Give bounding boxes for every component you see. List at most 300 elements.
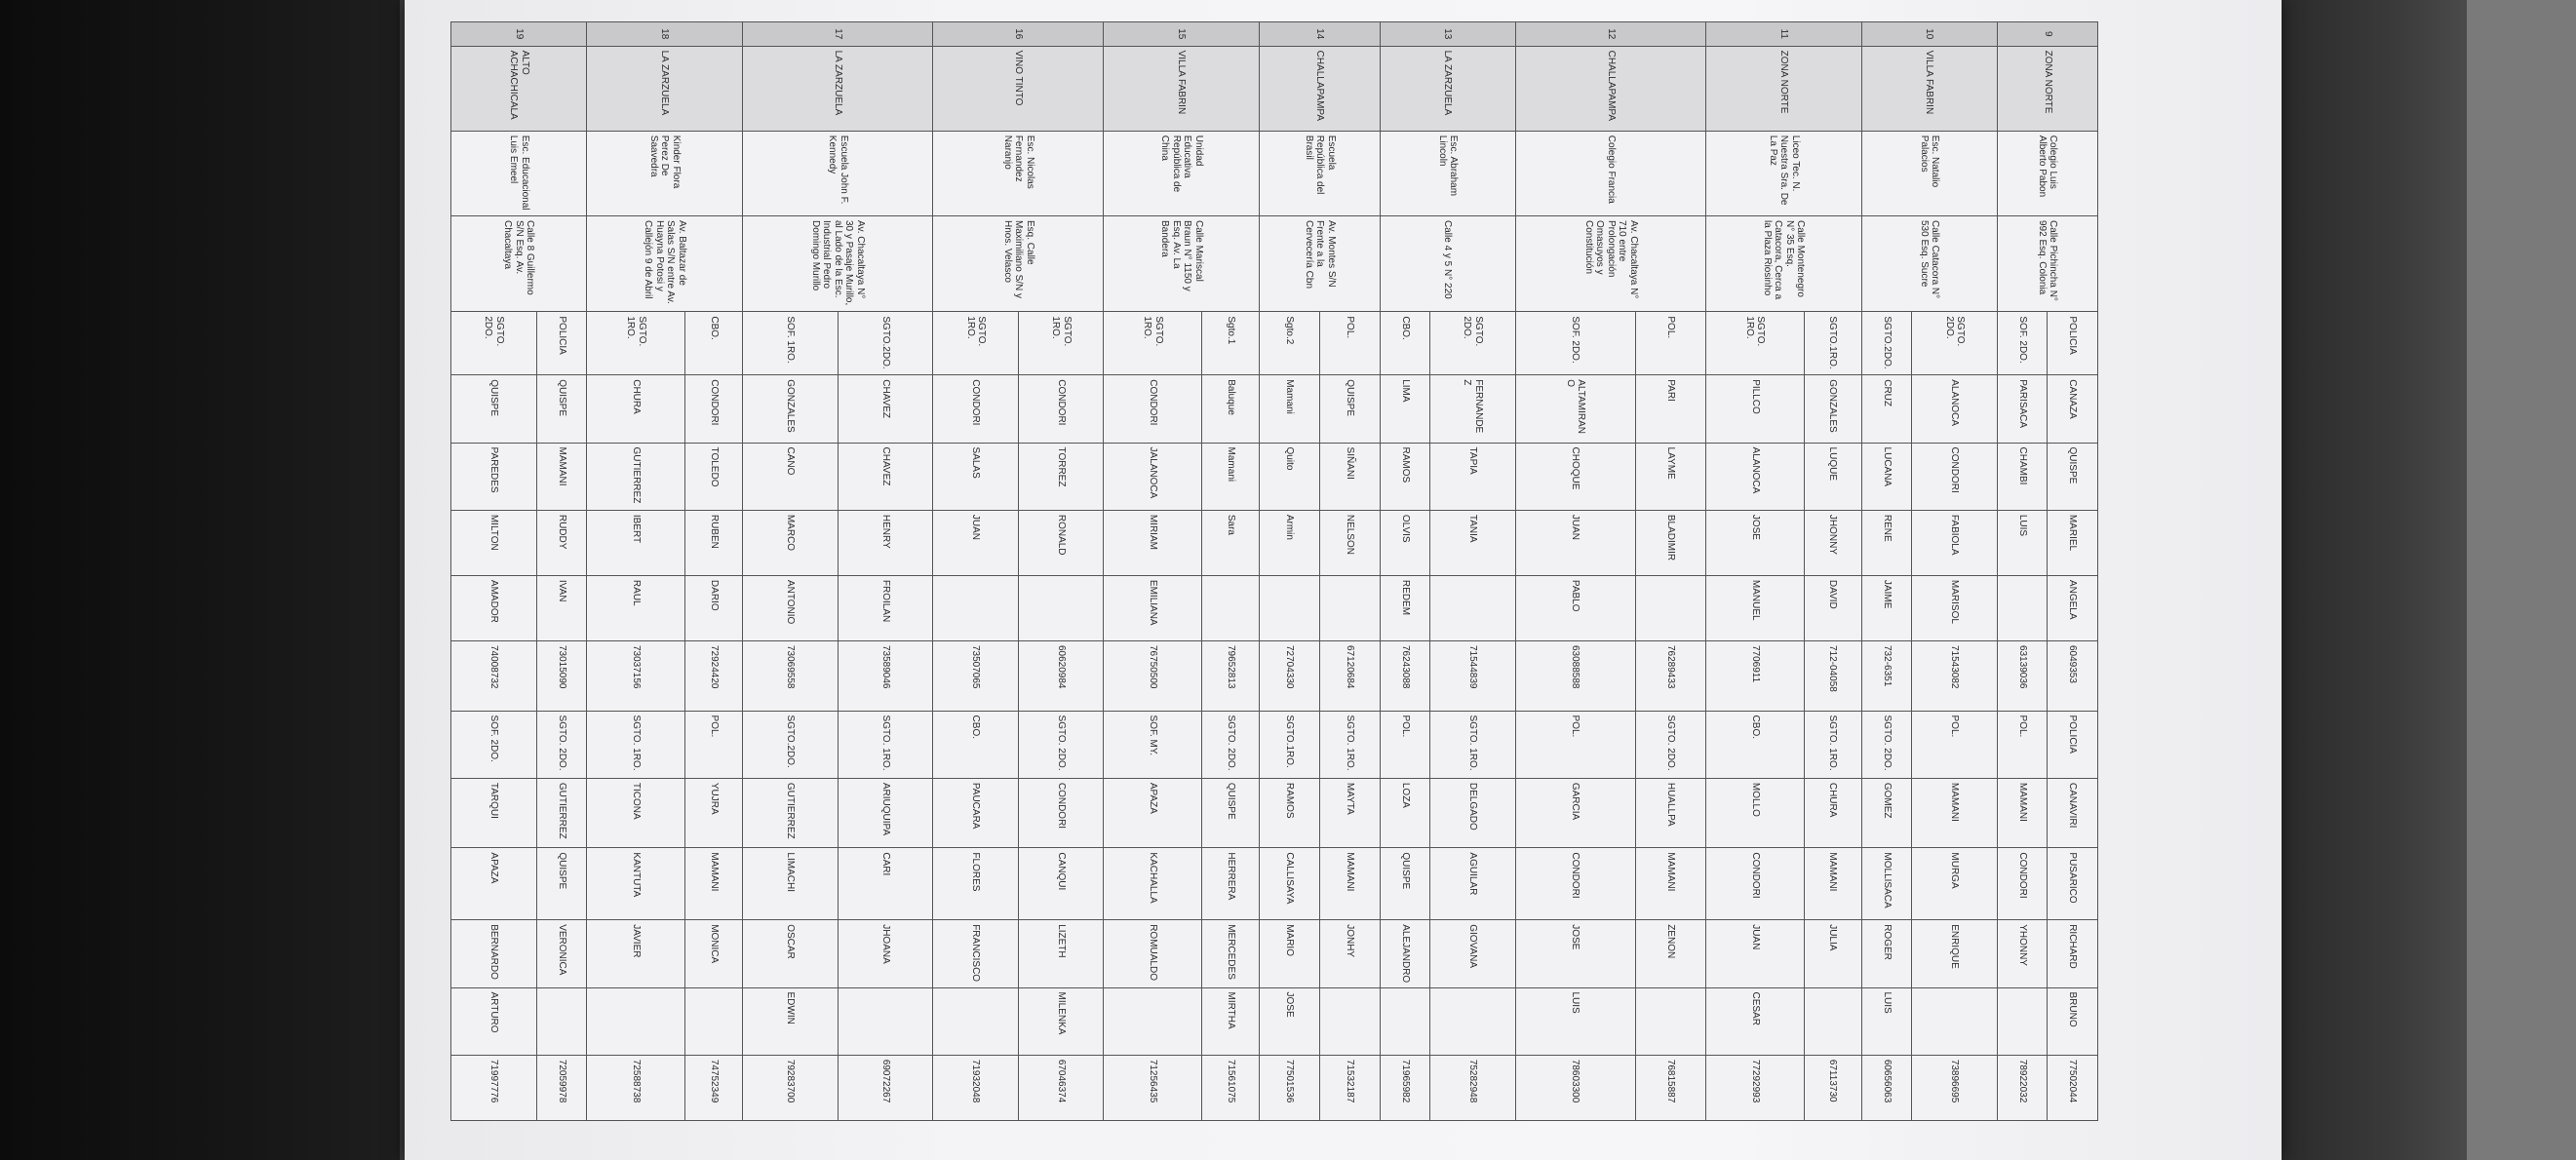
name1-cell: BLADIMIR [1635, 510, 1705, 575]
name3-cell: ENRIQUE [1912, 920, 1998, 987]
surname3-cell: GUTIERREZ [536, 778, 587, 848]
zone-cell: ZONA NORTE [1997, 46, 2097, 131]
grade-cell: POL. [1635, 312, 1705, 375]
surname3-cell: MAYTA [1319, 778, 1380, 848]
name1-cell: MIRIAM [1104, 510, 1201, 575]
name2-cell [1018, 575, 1104, 640]
name3-cell: VERONICA [536, 920, 587, 987]
row-number: 12 [1515, 22, 1705, 47]
surname4-cell: MURGA [1912, 848, 1998, 920]
surname3-cell: QUISPE [1201, 778, 1259, 848]
surname2-cell: MAMANI [536, 443, 587, 510]
school-cell: Unidad Educativa República de China [1104, 131, 1260, 215]
school-cell: Esc. Nicolas Fernandez Naranjo [933, 131, 1104, 215]
phone-cell: 77501536 [1260, 1055, 1320, 1120]
phone-cell: 73896695 [1912, 1055, 1998, 1120]
name2-cell: JAIME [1861, 575, 1912, 640]
phone-cell: 77502044 [2048, 1055, 2098, 1120]
name1-cell: OLVIS [1380, 510, 1430, 575]
grade-cell: SGTO. 1RO. [1018, 312, 1104, 375]
table-row [536, 22, 587, 1121]
zone-cell: VINO TINTO [933, 46, 1104, 131]
zone-cell: LA ZARZUELA [587, 46, 743, 131]
ci-cell: 73507065 [933, 641, 1019, 712]
surname3-cell: YUJRA [684, 778, 742, 848]
row-number: 9 [1997, 22, 2097, 47]
grade-cell: SGTO. 1RO. [587, 312, 684, 375]
surname3-cell: GUTIERREZ [742, 778, 838, 848]
name1-cell: MARCO [742, 510, 838, 575]
name2-cell [1260, 575, 1320, 640]
surname3-cell: DELGADO [1430, 778, 1516, 848]
name2-cell: ANGELA [2048, 575, 2098, 640]
surname3-cell: GOMEZ [1861, 778, 1912, 848]
name4-cell: BRUNO [2048, 987, 2098, 1055]
grade2-cell: SGTO. 1RO. [587, 711, 684, 778]
table-row [1912, 22, 1998, 1121]
grade2-cell: SGTO. 2DO. [1635, 711, 1705, 778]
address-cell: Calle Catacora N° 530 Esq. Sucre [1861, 216, 1997, 312]
surname1-cell: CHURA [587, 375, 684, 443]
ci-cell: 6049353 [2048, 641, 2098, 712]
grade-cell: SGTO. 2DO. [451, 312, 537, 375]
phone-cell: 78603300 [1515, 1055, 1635, 1120]
grade2-cell: SGTO.1RO. [1260, 711, 1320, 778]
zone-cell: VILLA FABRIN [1104, 46, 1260, 131]
surname4-cell: MAMANI [1635, 848, 1705, 920]
name2-cell [933, 575, 1019, 640]
school-cell: Escuela República del Brasil [1260, 131, 1381, 215]
zone-cell: LA ZARZUELA [742, 46, 932, 131]
surname2-cell: RAMOS [1380, 443, 1430, 510]
surname1-cell: QUISPE [1319, 375, 1380, 443]
surname1-cell: QUISPE [451, 375, 537, 443]
surname4-cell: KANTUTA [587, 848, 684, 920]
address-cell: Av. Chacaltaya N° 710 entre Prolongación Omasuyos y Constitución [1515, 216, 1705, 312]
table-row [684, 22, 742, 1121]
surname2-cell: CANO [742, 443, 838, 510]
name4-cell [587, 987, 684, 1055]
grade-cell: SGTO.1RO. [1804, 312, 1861, 375]
surname4-cell: KACHALLA [1104, 848, 1201, 920]
name1-cell: RENE [1861, 510, 1912, 575]
surname2-cell: TORREZ [1018, 443, 1104, 510]
grade-cell: SGTO. 1RO. [1706, 312, 1804, 375]
zone-cell: ALTO ACHACHICALA [451, 46, 587, 131]
ci-cell: 76289433 [1635, 641, 1705, 712]
name3-cell: GIOVANA [1430, 920, 1516, 987]
name4-cell [684, 987, 742, 1055]
grade2-cell: SGTO. 1RO. [1804, 711, 1861, 778]
grade-cell: SOF. 2DO. [1515, 312, 1635, 375]
name1-cell: LUIS [1997, 510, 2048, 575]
name4-cell [1104, 987, 1201, 1055]
grade-cell: SGTO. 2DO. [1912, 312, 1998, 375]
name3-cell: ROMUALDO [1104, 920, 1201, 987]
surname1-cell: CHAVEZ [838, 375, 933, 443]
name3-cell: FRANCISCO [933, 920, 1019, 987]
name2-cell: RAUL [587, 575, 684, 640]
name3-cell: YHONNY [1997, 920, 2048, 987]
surname1-cell: PARISACA [1997, 375, 2048, 443]
surname1-cell: PILLCO [1706, 375, 1804, 443]
name1-cell: NELSON [1319, 510, 1380, 575]
ci-cell: 76750500 [1104, 641, 1201, 712]
zone-cell: ZONA NORTE [1706, 46, 1862, 131]
surname3-cell: TARQUI [451, 778, 537, 848]
ci-cell: 73069558 [742, 641, 838, 712]
address-cell: Calle Montenegro N° 35 Esq. Catacora, Cerca a la Plaza Riosinho [1706, 216, 1862, 312]
name1-cell: MILTON [451, 510, 537, 575]
phone-cell: 75282948 [1430, 1055, 1516, 1120]
surname4-cell: CALLISAYA [1260, 848, 1320, 920]
surname2-cell: LAYME [1635, 443, 1705, 510]
name1-cell: MARIEL [2048, 510, 2098, 575]
address-cell: Calle Mariscal Braun N° 1150 y Esq. Av. La Bandera [1104, 216, 1260, 312]
name1-cell: IBERT [587, 510, 684, 575]
surname2-cell: Mamani [1201, 443, 1259, 510]
zone-cell: CHALLAPAMPA [1260, 46, 1381, 131]
name4-cell: MIRTHA [1201, 987, 1259, 1055]
ci-cell: 79652813 [1201, 641, 1259, 712]
surname3-cell: HUALLPA [1635, 778, 1705, 848]
grade2-cell: SGTO. 1RO. [1430, 711, 1516, 778]
surname1-cell: Mamani [1260, 375, 1320, 443]
surname3-cell: MAMANI [1997, 778, 2048, 848]
surname2-cell: CONDORI [1912, 443, 1998, 510]
row-number: 13 [1380, 22, 1515, 47]
school-cell: Colegio Luis Alberto Pabon [1997, 131, 2097, 215]
name4-cell [1380, 987, 1430, 1055]
surname4-cell: MAMANI [1804, 848, 1861, 920]
name1-cell: Sara [1201, 510, 1259, 575]
surname2-cell: PAREDES [451, 443, 537, 510]
name3-cell: MONICA [684, 920, 742, 987]
phone-cell: 71997776 [451, 1055, 537, 1120]
surname3-cell: RAMOS [1260, 778, 1320, 848]
phone-cell: 69072267 [838, 1055, 933, 1120]
zone-cell: VILLA FABRIN [1861, 46, 1997, 131]
surname2-cell: TAPIA [1430, 443, 1516, 510]
surname1-cell: CONDORI [1104, 375, 1201, 443]
phone-cell: 71932048 [933, 1055, 1019, 1120]
ci-cell: 63139036 [1997, 641, 2048, 712]
surname3-cell: ARIUQUIPA [838, 778, 933, 848]
school-cell: Esc. Natalio Palacios [1861, 131, 1997, 215]
grade2-cell: POL. [1380, 711, 1430, 778]
background-right [2272, 0, 2576, 1160]
name1-cell: JUAN [1515, 510, 1635, 575]
grade-cell: SGTO. 1RO. [1104, 312, 1201, 375]
surname1-cell: PARI [1635, 375, 1705, 443]
name2-cell: MANUEL [1706, 575, 1804, 640]
row-number: 18 [587, 22, 743, 47]
name4-cell [933, 987, 1019, 1055]
ci-cell: 732-6351 [1861, 641, 1912, 712]
name2-cell: REDEM [1380, 575, 1430, 640]
name4-cell: LUIS [1861, 987, 1912, 1055]
surname4-cell: HERRERA [1201, 848, 1259, 920]
name2-cell: DARIO [684, 575, 742, 640]
surname3-cell: TICONA [587, 778, 684, 848]
surname2-cell: CHOQUE [1515, 443, 1635, 510]
surname4-cell: CONDORI [1515, 848, 1635, 920]
surname1-cell: LIMA [1380, 375, 1430, 443]
name3-cell: JUAN [1706, 920, 1804, 987]
phone-cell: 71561075 [1201, 1055, 1259, 1120]
name4-cell [536, 987, 587, 1055]
row-number: 17 [742, 22, 932, 47]
grade2-cell: SGTO. 2DO. [1861, 711, 1912, 778]
name3-cell: JAVIER [587, 920, 684, 987]
table-row [1018, 22, 1104, 1121]
grade-cell: Sgto.2 [1260, 312, 1320, 375]
personnel-table [450, 21, 2098, 1121]
name3-cell: BERNARDO [451, 920, 537, 987]
name2-cell [1201, 575, 1259, 640]
table-row [1635, 22, 1705, 1121]
surname1-cell: CONDORI [933, 375, 1019, 443]
surname1-cell: FERNANDEZ [1430, 375, 1516, 443]
phone-cell: 76815887 [1635, 1055, 1705, 1120]
surname4-cell: FLORES [933, 848, 1019, 920]
surname4-cell: MAMANI [1319, 848, 1380, 920]
surname3-cell: GARCIA [1515, 778, 1635, 848]
name4-cell [1997, 987, 2048, 1055]
table-row [838, 22, 933, 1121]
phone-cell: 72059978 [536, 1055, 587, 1120]
surname4-cell: CARI [838, 848, 933, 920]
grade2-cell: POL. [1997, 711, 2048, 778]
ci-cell: 7706911 [1706, 641, 1804, 712]
grade2-cell: POLICIA [2048, 711, 2098, 778]
surname1-cell: GONZALES [742, 375, 838, 443]
school-cell: Liceo Tec. N. Nuestra Sra. De La Paz [1706, 131, 1862, 215]
row-number: 11 [1706, 22, 1862, 47]
grade2-cell: POL. [1912, 711, 1998, 778]
surname4-cell: CONDORI [1706, 848, 1804, 920]
surname4-cell: MOLLISACA [1861, 848, 1912, 920]
name2-cell: ANTONIO [742, 575, 838, 640]
grade-cell: SGTO. 1RO. [933, 312, 1019, 375]
address-cell: Calle 4 y 5 N° 220 [1380, 216, 1515, 312]
ci-cell: 73037156 [587, 641, 684, 712]
grade2-cell: SGTO. 1RO. [1319, 711, 1380, 778]
name3-cell: JULIA [1804, 920, 1861, 987]
ci-cell: 73589046 [838, 641, 933, 712]
name1-cell: JOSE [1706, 510, 1804, 575]
name2-cell: DAVID [1804, 575, 1861, 640]
grade2-cell: SOF. 2DO. [451, 711, 537, 778]
surname2-cell: SIÑANI [1319, 443, 1380, 510]
table-row [1319, 22, 1380, 1121]
surname4-cell: MAMANI [684, 848, 742, 920]
address-cell: Calle 8 Guillermo S/N Esq. Av. Chacaltaya [451, 216, 587, 312]
name4-cell: LUIS [1515, 987, 1635, 1055]
name4-cell [1430, 987, 1516, 1055]
zone-cell: LA ZARZUELA [1380, 46, 1515, 131]
name3-cell: OSCAR [742, 920, 838, 987]
ci-cell: 712-04058 [1804, 641, 1861, 712]
surname1-cell: CONDORI [1018, 375, 1104, 443]
table-row [1804, 22, 1861, 1121]
grade-cell: POLICIA [536, 312, 587, 375]
surname3-cell: PAUCARA [933, 778, 1019, 848]
table-row [1201, 22, 1259, 1121]
address-cell: Calle Pichincha N° 992 Esq. Colonia [1997, 216, 2097, 312]
surname2-cell: SALAS [933, 443, 1019, 510]
surname3-cell: CANAVIRI [2048, 778, 2098, 848]
name4-cell: EDWIN [742, 987, 838, 1055]
grade-cell: SOF. 1RO. [742, 312, 838, 375]
row-number: 15 [1104, 22, 1260, 47]
school-cell: Esc. Abraham Lincoln [1380, 131, 1515, 215]
name1-cell: FABIOLA [1912, 510, 1998, 575]
row-number: 19 [451, 22, 587, 47]
grade2-cell: SGTO. 2DO. [1201, 711, 1259, 778]
grade2-cell: SGTO. 1RO. [838, 711, 933, 778]
surname2-cell: LUCANA [1861, 443, 1912, 510]
name4-cell: JOSE [1260, 987, 1320, 1055]
zone-cell: CHALLAPAMPA [1515, 46, 1705, 131]
surname1-cell: CONDORI [684, 375, 742, 443]
name4-cell: MILENKA [1018, 987, 1104, 1055]
grade2-cell: SGTO.2DO. [742, 711, 838, 778]
grade2-cell: CBO. [1706, 711, 1804, 778]
surname4-cell: QUISPE [1380, 848, 1430, 920]
surname2-cell: CHAMBI [1997, 443, 2048, 510]
grade2-cell: SGTO. 2DO. [536, 711, 587, 778]
name4-cell [838, 987, 933, 1055]
surname1-cell: QUISPE [536, 375, 587, 443]
school-cell: Colegio Francia [1515, 131, 1705, 215]
name1-cell: RONALD [1018, 510, 1104, 575]
ci-cell: 74008732 [451, 641, 537, 712]
surname3-cell: LOZA [1380, 778, 1430, 848]
table-row [1430, 22, 1516, 1121]
surname3-cell: CHURA [1804, 778, 1861, 848]
surname2-cell: CHAVEZ [838, 443, 933, 510]
grade2-cell: SOF. MY. [1104, 711, 1201, 778]
phone-cell: 74752349 [684, 1055, 742, 1120]
grade-cell: SGTO.2DO. [1861, 312, 1912, 375]
name4-cell: ARTURO [451, 987, 537, 1055]
surname2-cell: QUISPE [2048, 443, 2098, 510]
name3-cell: MERCEDES [1201, 920, 1259, 987]
ci-cell: 67120684 [1319, 641, 1380, 712]
document-table-area [450, 21, 2098, 1121]
name1-cell: RUBEN [684, 510, 742, 575]
name1-cell: JHONNY [1804, 510, 1861, 575]
grade-cell: SOF. 2DO. [1997, 312, 2048, 375]
background-left [0, 0, 400, 1160]
phone-cell: 72588738 [587, 1055, 684, 1120]
table-row [2048, 22, 2098, 1121]
address-cell: Av. Montes S/N Frente a la Cervecería Cbn [1260, 216, 1381, 312]
name4-cell [1804, 987, 1861, 1055]
grade-cell: SGTO. 2DO. [1430, 312, 1516, 375]
name2-cell: EMILIANA [1104, 575, 1201, 640]
address-cell: Av. Baltazar de Salas S/N entre Av. Huayna Potosi y Callejón 9 de Abril [587, 216, 743, 312]
phone-cell: 78922032 [1997, 1055, 2048, 1120]
ci-cell: 60620984 [1018, 641, 1104, 712]
name3-cell: JHOANA [838, 920, 933, 987]
phone-cell: 71256435 [1104, 1055, 1201, 1120]
surname4-cell: PUSARICO [2048, 848, 2098, 920]
ci-cell: 72924420 [684, 641, 742, 712]
grade2-cell: POL. [684, 711, 742, 778]
surname3-cell: MAMANI [1912, 778, 1998, 848]
surname2-cell: JALANOCA [1104, 443, 1201, 510]
phone-cell: 71965982 [1380, 1055, 1430, 1120]
phone-cell: 60656063 [1861, 1055, 1912, 1120]
phone-cell: 67046374 [1018, 1055, 1104, 1120]
row-number: 14 [1260, 22, 1381, 47]
name2-cell [1430, 575, 1516, 640]
phone-cell: 79283700 [742, 1055, 838, 1120]
surname4-cell: CONDORI [1997, 848, 2048, 920]
grade2-cell: POL. [1515, 711, 1635, 778]
grade-cell: CBO. [684, 312, 742, 375]
row-number: 16 [933, 22, 1104, 47]
rotated-table-wrapper [450, 21, 2098, 1121]
surname1-cell: CANAZA [2048, 375, 2098, 443]
ci-cell: 72704330 [1260, 641, 1320, 712]
school-cell: Esc. Educacional Luis Emeel [451, 131, 587, 215]
grade-cell: POL. [1319, 312, 1380, 375]
name3-cell: MARIO [1260, 920, 1320, 987]
surname3-cell: APAZA [1104, 778, 1201, 848]
name1-cell: HENRY [838, 510, 933, 575]
surname4-cell: CANQUI [1018, 848, 1104, 920]
name1-cell: RUDDY [536, 510, 587, 575]
name2-cell: FROILAN [838, 575, 933, 640]
name4-cell [1319, 987, 1380, 1055]
phone-cell: 77292993 [1706, 1055, 1804, 1120]
name3-cell: LIZETH [1018, 920, 1104, 987]
name2-cell [1319, 575, 1380, 640]
address-cell: Esq. Calle Maximiliano S/N y Hnos. Velasco [933, 216, 1104, 312]
grade-cell: CBO. [1380, 312, 1430, 375]
name3-cell: ZENON [1635, 920, 1705, 987]
row-number: 10 [1861, 22, 1997, 47]
name2-cell: AMADOR [451, 575, 537, 640]
name1-cell: Armin [1260, 510, 1320, 575]
surname3-cell: CONDORI [1018, 778, 1104, 848]
surname1-cell: CRUZ [1861, 375, 1912, 443]
surname2-cell: Quito [1260, 443, 1320, 510]
surname3-cell: MOLLO [1706, 778, 1804, 848]
name1-cell: TANIA [1430, 510, 1516, 575]
phone-cell: 71532187 [1319, 1055, 1380, 1120]
grade-cell: Sgto.1 [1201, 312, 1259, 375]
name4-cell: CESAR [1706, 987, 1804, 1055]
table-body [451, 22, 2098, 1121]
name3-cell: ROGER [1861, 920, 1912, 987]
grade2-cell: CBO. [933, 711, 1019, 778]
grade-cell: POLICIA [2048, 312, 2098, 375]
name1-cell: JUAN [933, 510, 1019, 575]
name2-cell [1997, 575, 2048, 640]
name3-cell: JOSE [1515, 920, 1635, 987]
surname2-cell: ALANOCA [1706, 443, 1804, 510]
name3-cell: ALEJANDRO [1380, 920, 1430, 987]
ci-cell: 76243088 [1380, 641, 1430, 712]
surname1-cell: ALTAMIRANO [1515, 375, 1635, 443]
surname4-cell: APAZA [451, 848, 537, 920]
ci-cell: 73015090 [536, 641, 587, 712]
phone-cell: 67113730 [1804, 1055, 1861, 1120]
